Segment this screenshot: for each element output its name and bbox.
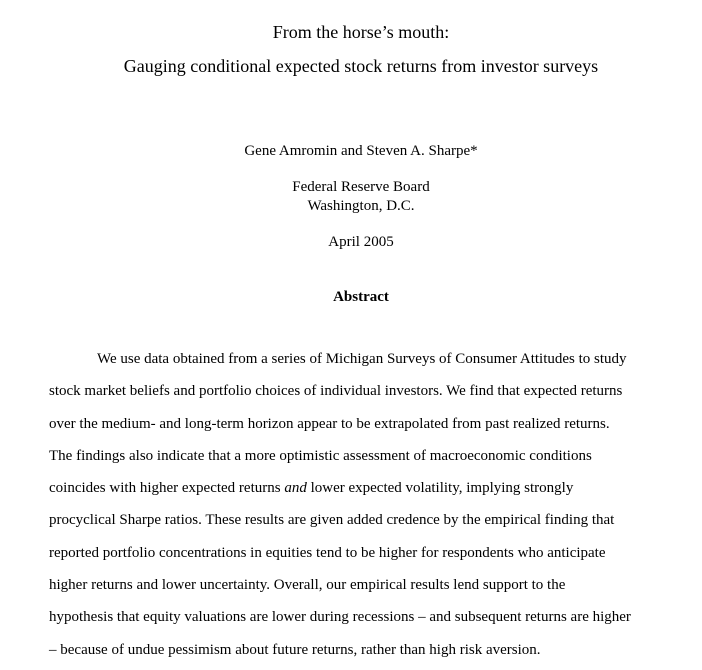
abstract-line xyxy=(49,472,699,504)
abstract-body xyxy=(49,343,699,666)
abstract-line: higher returns and lower uncertainty. Overall, our empirical results lend support to the xyxy=(49,577,566,594)
abstract-heading: Abstract xyxy=(333,289,389,305)
authors: Gene Amromin and Steven A. Sharpe* xyxy=(244,143,478,159)
publication-date: April 2005 xyxy=(328,234,394,250)
abstract-line: hypothesis that equity valuations are lower during recessions – and subsequent returns are higher xyxy=(49,609,631,626)
abstract-line: – because of undue pessimism about future returns, rather than high risk aversion. xyxy=(49,641,541,658)
abstract-line: stock market beliefs and portfolio choices of individual investors. We find that expected returns xyxy=(49,383,623,400)
affiliation-line-1: Federal Reserve Board xyxy=(292,179,430,195)
abstract-line: reported portfolio concentrations in equities tend to be higher for respondents who anticipate xyxy=(49,544,606,561)
emphasis-text: and xyxy=(284,480,307,497)
abstract-line: over the medium- and long-term horizon appear to be extrapolated from past realized returns. xyxy=(49,415,610,432)
abstract-line: We use data obtained from a series of Michigan Surveys of Consumer Attitudes to study xyxy=(97,351,627,367)
abstract-line: procyclical Sharpe ratios. These results are given added credence by the empirical finding that xyxy=(49,512,615,529)
abstract-line-text: coincides with higher expected returns xyxy=(49,480,285,497)
affiliation-line-2: Washington, D.C. xyxy=(307,198,415,214)
abstract-line: The findings also indicate that a more optimistic assessment of macroeconomic conditions xyxy=(49,447,592,464)
title-line-1: From the horse’s mouth: xyxy=(272,22,450,42)
title-line-2: Gauging conditional expected stock returns from investor surveys xyxy=(123,56,599,76)
abstract-line-text: lower expected volatility, implying strongly xyxy=(306,480,574,497)
